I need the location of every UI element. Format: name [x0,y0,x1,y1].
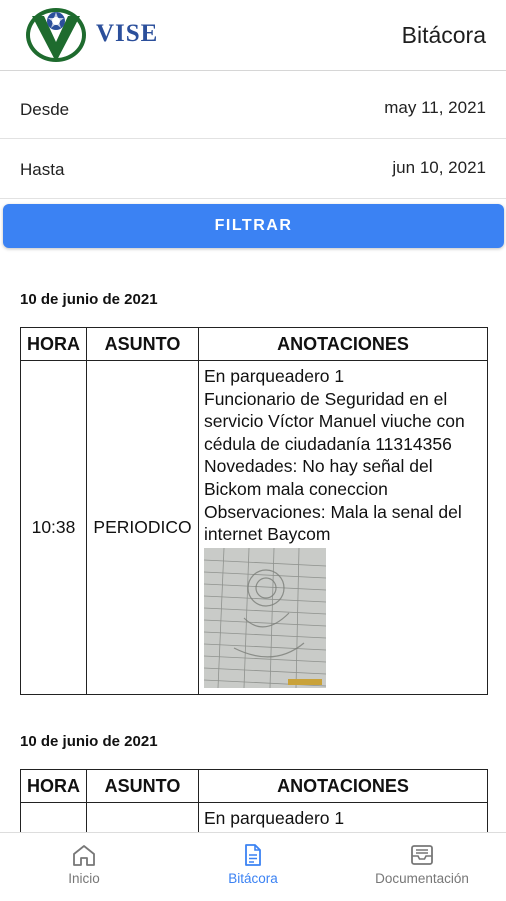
tab-documentacion[interactable] [338,843,506,886]
header-asunto: ASUNTO [87,328,199,361]
anotacion-line: Novedades: No hay señal del Bickom mala coneccion [204,456,433,499]
entry-hora: 10:38 [21,361,87,695]
home-icon [71,843,97,867]
header-asunto: ASUNTO [87,770,199,803]
tab-inicio[interactable] [0,843,168,886]
bottom-tab-bar [0,832,506,901]
anotacion-line: En parqueadero 1 [204,366,345,386]
tab-bitacora-label: Bitácora [228,871,278,886]
attached-photo[interactable] [204,548,326,688]
date-to-label: Hasta [20,160,65,179]
table-row [21,361,488,695]
entry-asunto: PERIODICO [87,361,199,695]
date-from-row[interactable] [0,78,506,139]
table-header-row [21,328,488,361]
header-hora: HORA [21,328,87,361]
date-from-value[interactable]: may 11, 2021 [384,98,486,117]
log-table [20,327,488,695]
entry-anotaciones [199,361,488,695]
page-title: Bitácora [401,22,486,48]
brand-name: VISE [96,20,159,47]
app-header [0,0,506,71]
tab-inicio-label: Inicio [68,871,100,886]
header-hora: HORA [21,770,87,803]
filter-button[interactable]: FILTRAR [3,204,504,248]
document-icon [241,843,265,867]
vise-logo [24,6,88,64]
header-anotaciones: ANOTACIONES [199,770,488,803]
day-heading: 10 de junio de 2021 [20,291,158,308]
anotacion-line: En parqueadero 1 [204,808,345,828]
header-anotaciones: ANOTACIONES [199,328,488,361]
inbox-icon [409,843,435,867]
table-header-row [21,770,488,803]
day-heading: 10 de junio de 2021 [20,733,158,750]
anotacion-line: Observaciones: Mala la senal del internet Baycom [204,501,462,545]
date-to-value[interactable]: jun 10, 2021 [392,158,486,177]
anotacion-line: Funcionario de Seguridad en el servicio Víctor Manuel viuche con cédula de ciudadanía 11314356 [204,388,465,454]
tab-documentacion-label: Documentación [375,871,469,886]
tab-bitacora[interactable] [169,843,337,886]
date-from-label: Desde [20,100,70,119]
date-to-row[interactable] [0,138,506,199]
